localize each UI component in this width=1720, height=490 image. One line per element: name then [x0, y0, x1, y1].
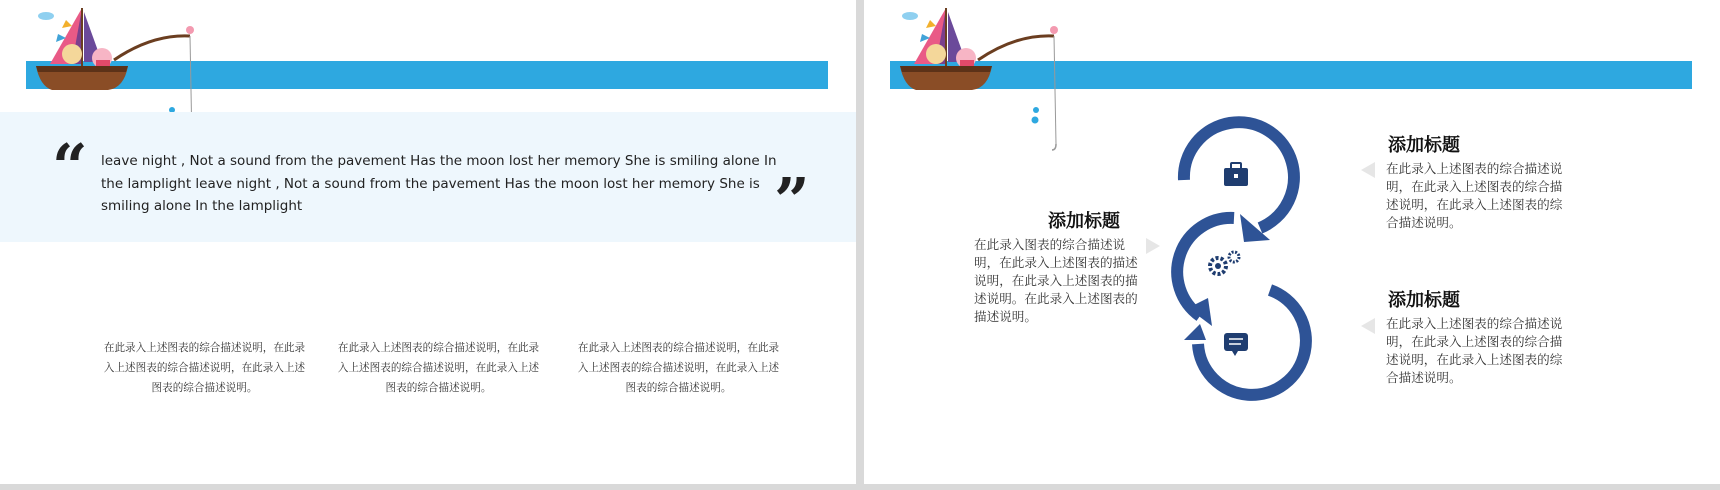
right-top-marker — [1361, 162, 1375, 178]
close-quote-mark: ” — [774, 164, 810, 237]
chat-icon — [1224, 333, 1248, 356]
quote-text: leave night , Not a sound from the pavement Has the moon lost her memory She is smiling alone In the lamplight leave night , Not a sound from the pavement Has the moon lost her memory She is smiling alone In the lamplight — [101, 153, 777, 214]
right-bottom-marker — [1361, 318, 1375, 334]
right-top-text: 在此录入上述图表的综合描述说明，在此录入上述图表的综合描述说明，在此录入上述图表的综合描述说明。 — [1386, 161, 1563, 230]
gears-icon — [1210, 252, 1239, 274]
column-text-1: 在此录入上述图表的综合描述说明，在此录入上述图表的综合描述说明，在此录入上述图表的综合描述说明。 — [103, 342, 306, 394]
open-quote-mark: “ — [52, 130, 88, 203]
right-bottom-title: 添加标题 — [1388, 290, 1460, 311]
cloud-icon — [902, 12, 918, 20]
left-panel-marker — [1146, 238, 1160, 254]
right-top-title: 添加标题 — [1388, 135, 1460, 156]
left-panel-text: 在此录入图表的综合描述说明，在此录入上述图表的描述说明，在此录入上述图表的描述说明。在此录入上述图表的描述说明。 — [974, 237, 1138, 324]
arc-process-diagram — [1160, 110, 1340, 410]
slide-process — [864, 0, 1720, 484]
bottom-arc-arrowhead — [1184, 324, 1206, 340]
briefcase-icon — [1224, 163, 1248, 186]
column-text-2: 在此录入上述图表的综合描述说明，在此录入上述图表的综合描述说明，在此录入上述图表的综合描述说明。 — [337, 342, 540, 394]
slide-quote — [0, 0, 856, 484]
left-panel-title: 添加标题 — [1048, 211, 1120, 232]
right-bottom-text: 在此录入上述图表的综合描述说明，在此录入上述图表的综合描述说明，在此录入上述图表的综合描述说明。 — [1386, 316, 1563, 385]
column-text-3: 在此录入上述图表的综合描述说明，在此录入上述图表的综合描述说明，在此录入上述图表的综合描述说明。 — [577, 342, 780, 394]
sailboat-illustration — [886, 4, 1076, 152]
cloud-icon — [38, 12, 54, 20]
bottom-arc — [1198, 290, 1306, 395]
